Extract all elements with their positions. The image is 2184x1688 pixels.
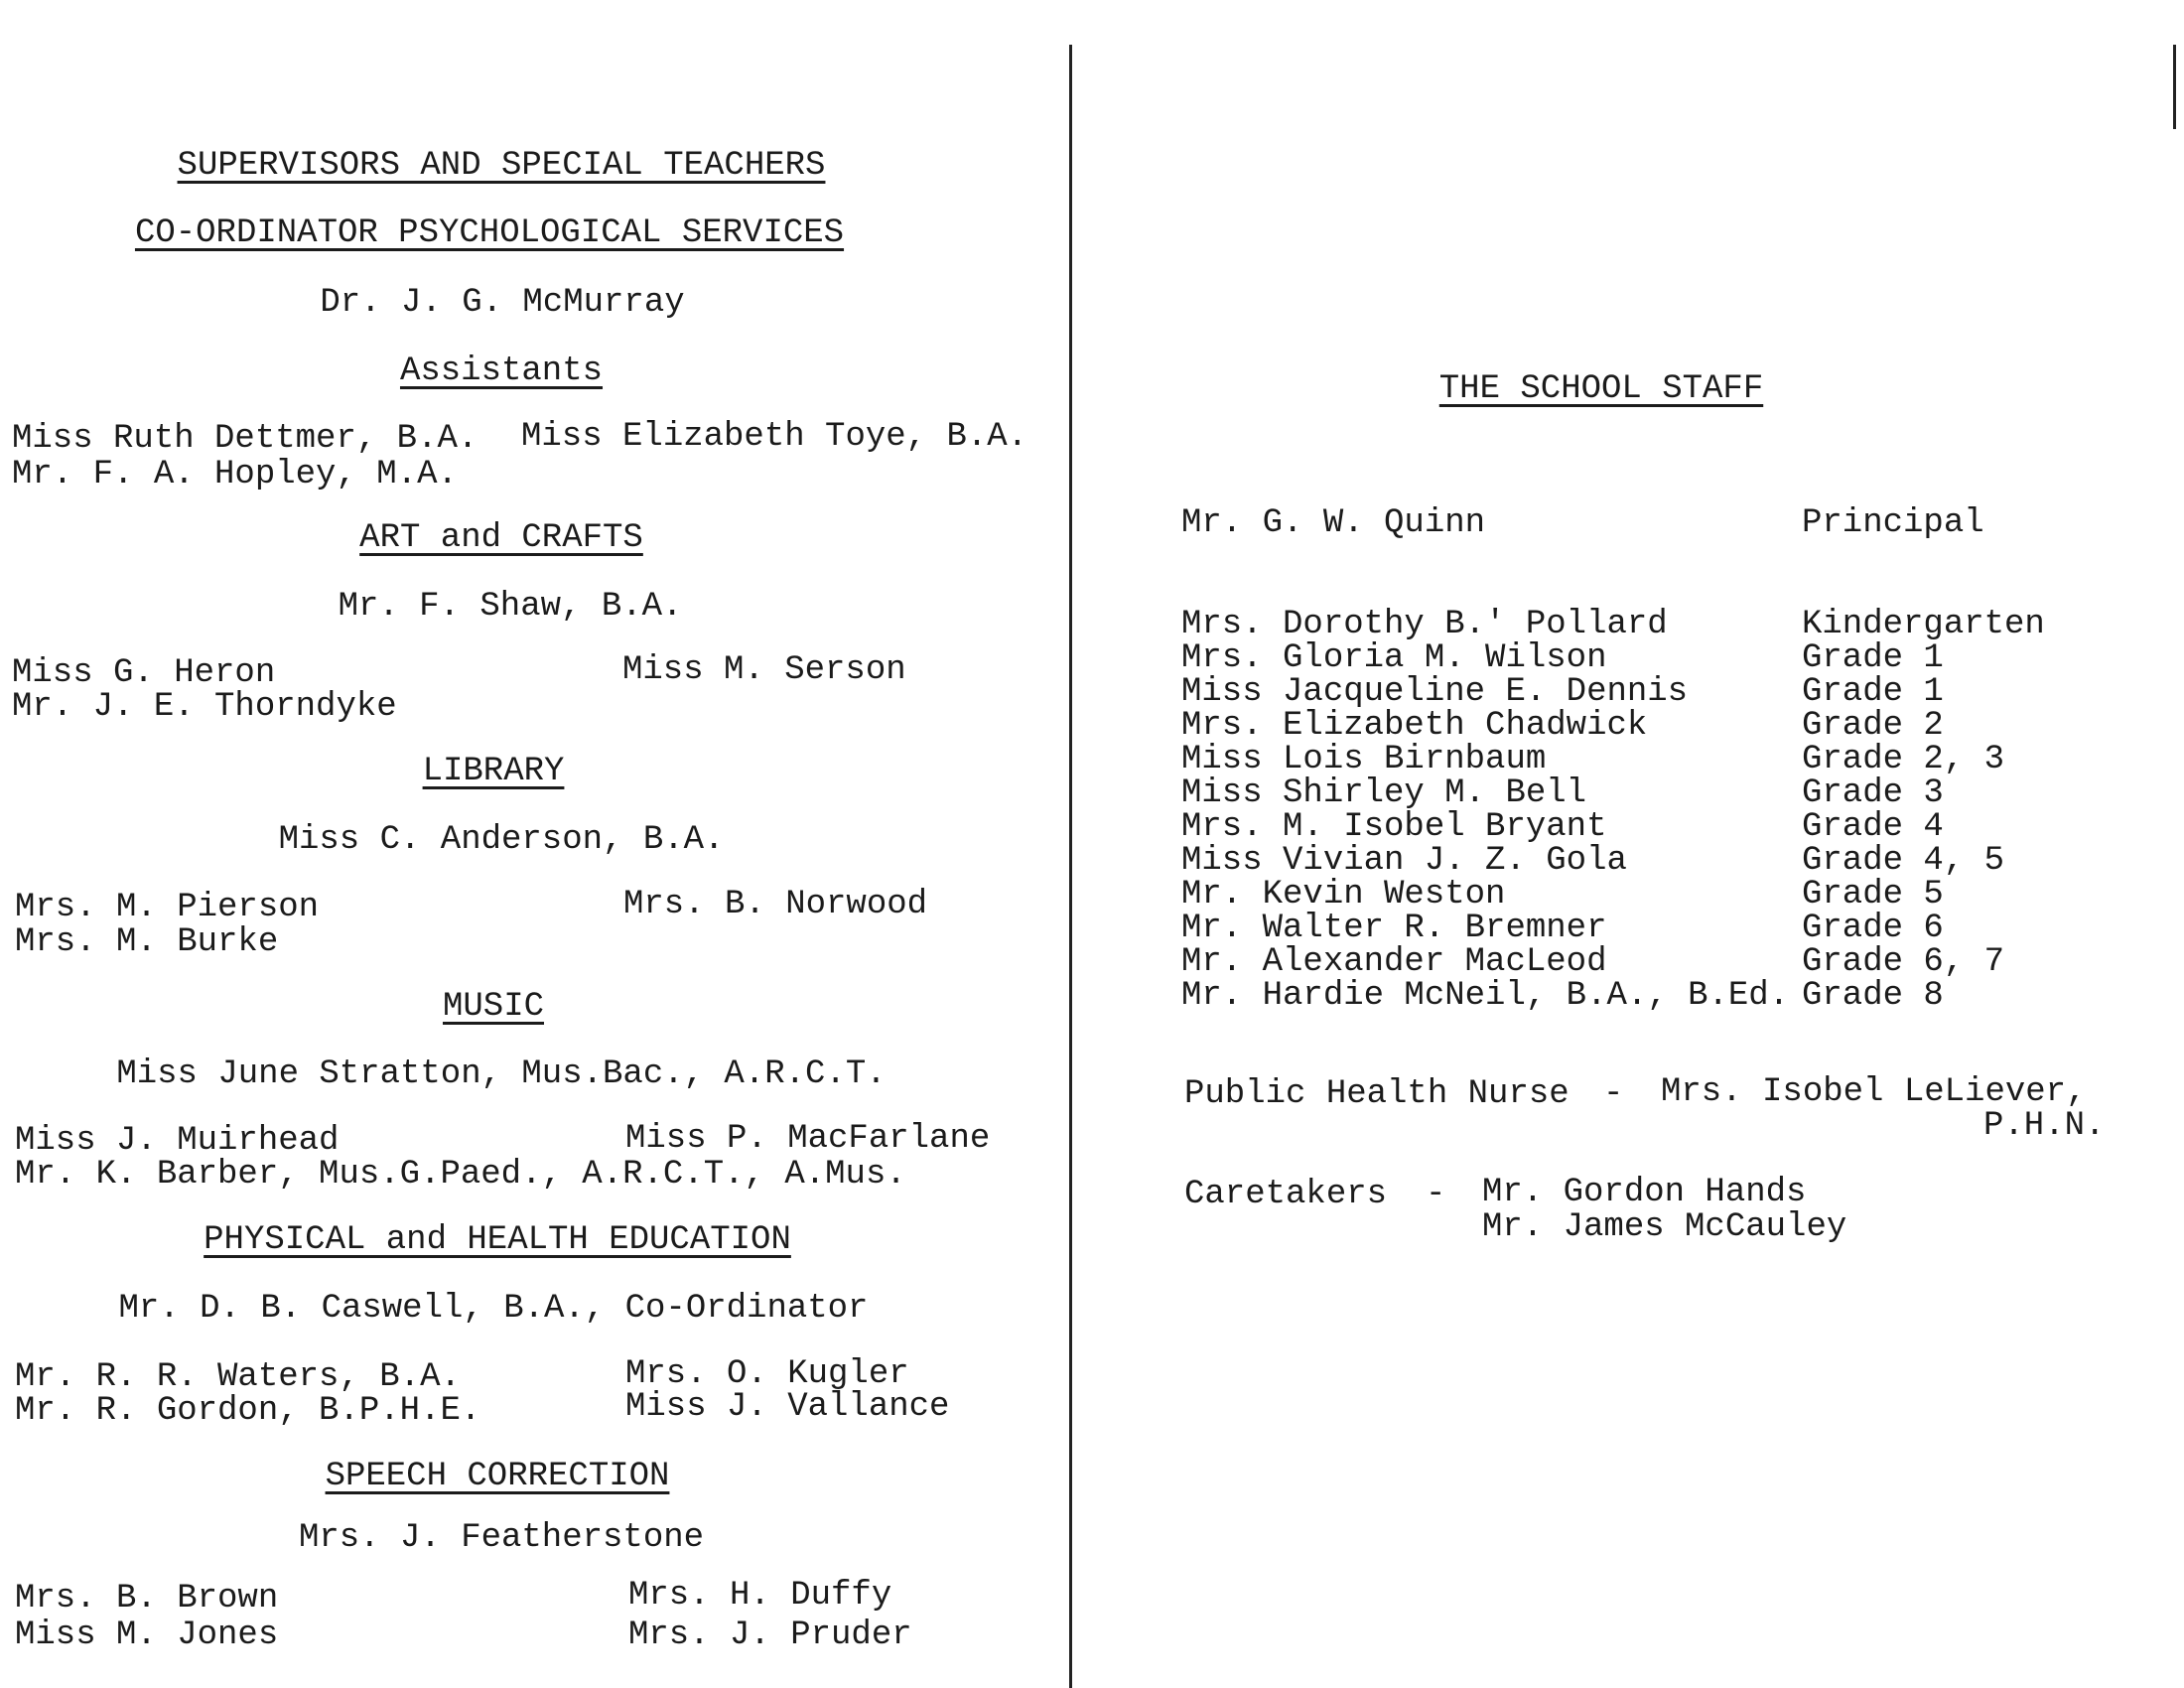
staff-name: Mrs. Dorothy B.' Pollard — [1181, 606, 1668, 643]
psych-member: Mr. F. A. Hopley, M.A. — [12, 456, 458, 493]
staff-grade: Grade 1 — [1802, 639, 1944, 677]
staff-grade: Grade 6 — [1802, 910, 1944, 947]
staff-name: Miss Vivian J. Z. Gola — [1181, 842, 1627, 880]
music-member: Mr. K. Barber, Mus.G.Paed., A.R.C.T., A.Mus. — [15, 1156, 906, 1194]
speech-head-name: Mrs. J. Featherstone — [298, 1519, 705, 1557]
heading-library: LIBRARY — [422, 753, 565, 790]
library-head-name: Miss C. Anderson, B.A. — [278, 821, 725, 859]
staff-name: Mrs. Gloria M. Wilson — [1181, 639, 1607, 677]
staff-name: Mr. Hardie McNeil, B.A., B.Ed. — [1181, 977, 1790, 1015]
staff-name: Miss Lois Birnbaum — [1181, 741, 1547, 778]
speech-member: Mrs. B. Brown — [15, 1580, 279, 1618]
phys-member: Mrs. O. Kugler — [625, 1355, 909, 1393]
staff-grade: Grade 8 — [1802, 977, 1944, 1015]
staff-name: Miss Shirley M. Bell — [1181, 774, 1587, 812]
music-member: Miss J. Muirhead — [15, 1122, 340, 1160]
art-member: Mr. J. E. Thorndyke — [12, 688, 397, 726]
staff-grade: Grade 5 — [1802, 876, 1944, 914]
heading-physical-health: PHYSICAL and HEALTH EDUCATION — [204, 1221, 791, 1259]
library-member: Mrs. M. Burke — [15, 923, 279, 961]
staff-name: Mrs. Elizabeth Chadwick — [1181, 707, 1648, 745]
speech-member: Mrs. J. Pruder — [628, 1617, 912, 1654]
art-head-name: Mr. F. Shaw, B.A. — [338, 588, 683, 626]
staff-name: Mrs. M. Isobel Bryant — [1181, 808, 1607, 846]
principal-role: Principal — [1802, 504, 1984, 542]
principal-name: Mr. G. W. Quinn — [1181, 504, 1486, 542]
staff-name: Miss Jacqueline E. Dennis — [1181, 673, 1689, 711]
speech-member: Mrs. H. Duffy — [628, 1577, 892, 1615]
staff-grade: Grade 2 — [1802, 707, 1944, 745]
heading-music: MUSIC — [442, 988, 545, 1026]
staff-grade: Kindergarten — [1802, 606, 2045, 643]
nurse-dash: - — [1603, 1075, 1624, 1113]
right-edge-line — [2173, 45, 2176, 129]
staff-name: Mr. Alexander MacLeod — [1181, 943, 1607, 981]
phys-member: Mr. R. R. Waters, B.A. — [15, 1358, 461, 1396]
staff-grade: Grade 6, 7 — [1802, 943, 2005, 981]
nurse-name: Mrs. Isobel LeLiever, — [1661, 1073, 2087, 1111]
staff-grade: Grade 3 — [1802, 774, 1944, 812]
art-member: Miss M. Serson — [622, 651, 906, 689]
staff-grade: Grade 4 — [1802, 808, 1944, 846]
subheading-assistants: Assistants — [399, 352, 604, 390]
phys-head-name: Mr. D. B. Caswell, B.A., Co-Ordinator — [118, 1290, 869, 1328]
staff-name: Mr. Walter R. Bremner — [1181, 910, 1607, 947]
page-title-supervisors: SUPERVISORS AND SPECIAL TEACHERS — [177, 147, 826, 185]
staff-grade: Grade 4, 5 — [1802, 842, 2005, 880]
nurse-label: Public Health Nurse — [1184, 1075, 1570, 1113]
caretakers-label: Caretakers — [1184, 1176, 1388, 1213]
music-head-name: Miss June Stratton, Mus.Bac., A.R.C.T. — [116, 1055, 887, 1093]
psych-member: Miss Elizabeth Toye, B.A. — [521, 418, 1028, 456]
phys-member: Mr. R. Gordon, B.P.H.E. — [15, 1392, 481, 1430]
page-fold-line — [1069, 45, 1072, 1688]
caretaker-name: Mr. James McCauley — [1482, 1208, 1847, 1246]
heading-art-crafts: ART and CRAFTS — [359, 519, 643, 557]
library-member: Mrs. B. Norwood — [623, 886, 928, 923]
page-title-school-staff: THE SCHOOL STAFF — [1438, 370, 1764, 408]
staff-grade: Grade 2, 3 — [1802, 741, 2005, 778]
library-member: Mrs. M. Pierson — [15, 889, 320, 926]
staff-name: Mr. Kevin Weston — [1181, 876, 1506, 914]
music-member: Miss P. MacFarlane — [625, 1120, 991, 1158]
speech-member: Miss M. Jones — [15, 1617, 279, 1654]
caretaker-name: Mr. Gordon Hands — [1482, 1174, 1807, 1211]
heading-speech-correction: SPEECH CORRECTION — [325, 1458, 670, 1495]
heading-psych-services: CO-ORDINATOR PSYCHOLOGICAL SERVICES — [134, 214, 845, 252]
staff-grade: Grade 1 — [1802, 673, 1944, 711]
psych-coordinator-name: Dr. J. G. McMurray — [320, 284, 685, 322]
phys-member: Miss J. Vallance — [625, 1388, 950, 1426]
psych-member: Miss Ruth Dettmer, B.A. — [12, 420, 478, 458]
caretakers-dash: - — [1426, 1176, 1446, 1213]
art-member: Miss G. Heron — [12, 654, 276, 692]
nurse-credential: P.H.N. — [1983, 1107, 2106, 1145]
